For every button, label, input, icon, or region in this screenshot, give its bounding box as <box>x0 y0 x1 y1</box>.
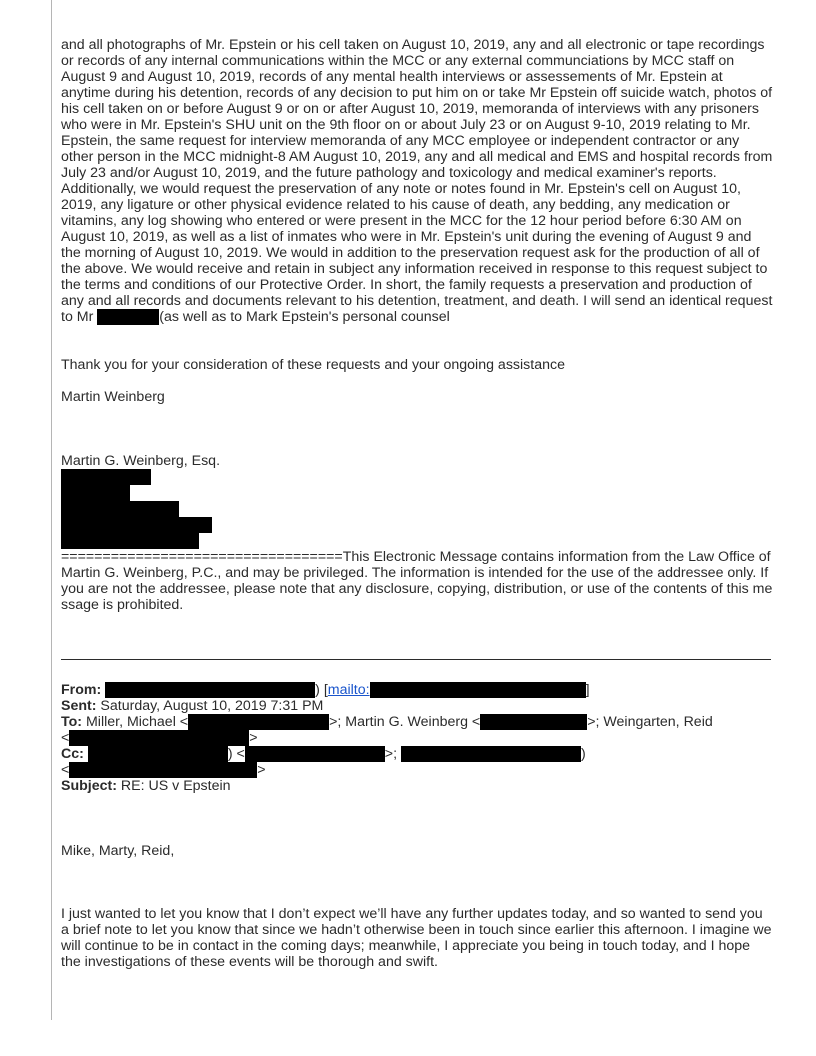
from-end: ] <box>585 682 590 698</box>
bracket-close: > <box>249 730 258 746</box>
redaction-bar <box>69 730 249 746</box>
redaction-bar <box>97 309 159 325</box>
redacted-signature-block <box>61 517 212 533</box>
redaction-bar <box>69 762 257 778</box>
redacted-signature-block <box>61 501 179 517</box>
cc-label: Cc: <box>61 746 84 762</box>
thanks-line: Thank you for your consideration of these requests and your ongoing assistance <box>61 357 565 373</box>
bracket-open: < <box>61 762 70 778</box>
redaction-bar <box>245 746 385 762</box>
from-bracket: ) [ <box>315 682 328 698</box>
header-cc <box>61 746 586 762</box>
signature-short: Martin Weinberg <box>61 389 165 405</box>
confidentiality-disclaimer: ==================================This Electronic Message contains information from the Law Office of Martin G. Weinberg, P.C., and may be privileged. The information is intended for the use of the addressee only. If you are not the addressee, please note that any disclosure, copying, distribution, or use of the contents of this message is prohibited. <box>61 549 773 613</box>
bracket-open: < <box>61 730 70 746</box>
header-to <box>61 714 713 730</box>
bracket-close: > <box>257 762 266 778</box>
redaction-bar <box>88 746 228 762</box>
redacted-signature-block <box>61 469 151 485</box>
from-label: From: <box>61 682 102 698</box>
left-margin-rule <box>51 0 52 1020</box>
request-text-tail: (as well as to Mark Epstein's personal counsel <box>159 309 450 325</box>
redaction-bar <box>401 746 581 762</box>
header-cc-line2 <box>61 762 266 778</box>
redaction-bar <box>480 714 587 730</box>
preservation-request-paragraph <box>61 37 773 325</box>
reply-greeting: Mike, Marty, Reid, <box>61 843 175 859</box>
mailto-link[interactable]: mailto: <box>327 682 370 698</box>
subject-value: RE: US v Epstein <box>120 778 231 794</box>
redacted-signature-block <box>61 485 130 501</box>
redaction-bar <box>188 714 329 730</box>
header-subject <box>61 778 231 794</box>
message-divider <box>61 659 771 660</box>
redacted-signature-block <box>61 533 199 549</box>
reply-body: I just wanted to let you know that I don’t expect we’ll have any further updates today, and so wanted to send you a brief note to let you know that since we hadn’t otherwise been in touch since earlier this afternoon. I imagine we will continue to be in contact in the coming days; meanwhile, I appreciate you being in touch today, and I hope the investigations of these events will be thorough and swift. <box>61 906 772 970</box>
cc-sep: >; <box>384 746 398 762</box>
sent-label: Sent: <box>61 698 97 714</box>
header-from <box>61 682 590 698</box>
header-to-line2 <box>61 730 258 746</box>
to-recipient-2: >; Martin G. Weinberg < <box>329 714 481 730</box>
cc-end: ) <box>580 746 586 762</box>
redaction-bar <box>105 682 315 698</box>
to-recipient-3: >; Weingarten, Reid <box>587 714 713 730</box>
signature-full: Martin G. Weinberg, Esq. <box>61 453 221 469</box>
to-recipient-1: Miller, Michael < <box>85 714 189 730</box>
request-text: and all photographs of Mr. Epstein or his cell taken on August 10, 2019, any and all electronic or tape recordings or records of any internal communications within the MCC or any external communciations by MCC staff on August 9 and August 10, 2019, records of any mental health interviews or assessements of Mr. Epstein at anytime during his detention, records of any decision to put him on or take Mr Epstein off suicide watch, photos of his cell taken on or before August 9 or on or after August 10, 2019, memoranda of interviews with any prisoners who were in Mr. Epstein's SHU unit on the 9th floor on or about July 23 or on August 9-10, 2019 relating to Mr. Epstein, the same request for interview memoranda of any MCC employee or independent contractor or any other person in the MCC midnight-8 AM August 10, 2019, any and all medical and EMS and hospital records from July 23 and/or August 10, 2019, and the future pathology and toxicology and medical examiner's reports. Additionally, we would request the preservation of any note or notes found in Mr. Epstein's cell on August 10, 2019, any ligature or other physical evidence related to his cause of death, any bedding, any medication or vitamins, any log showing who entered or were present in the MCC for the 12 hour period before 6:30 AM on August 10, 2019, as well as a list of inmates who were in Mr. Epstein's unit during the evening of August 9 and the morning of August 10, 2019. We would in addition to the preservation request ask for the production of all of the above. We would receive and retain in subject any information received in response to this request subject to the terms and conditions of our Protective Order. In short, the family requests a preservation and production of any and all records and documents relevant to his detention, treatment, and death. I will send an identical request to Mr <box>61 37 773 325</box>
sent-value: Saturday, August 10, 2019 7:31 PM <box>100 698 324 714</box>
cc-sep: ) < <box>227 746 245 762</box>
to-label: To: <box>61 714 83 730</box>
redaction-bar <box>370 682 586 698</box>
subject-label: Subject: <box>61 778 117 794</box>
header-sent <box>61 698 323 714</box>
